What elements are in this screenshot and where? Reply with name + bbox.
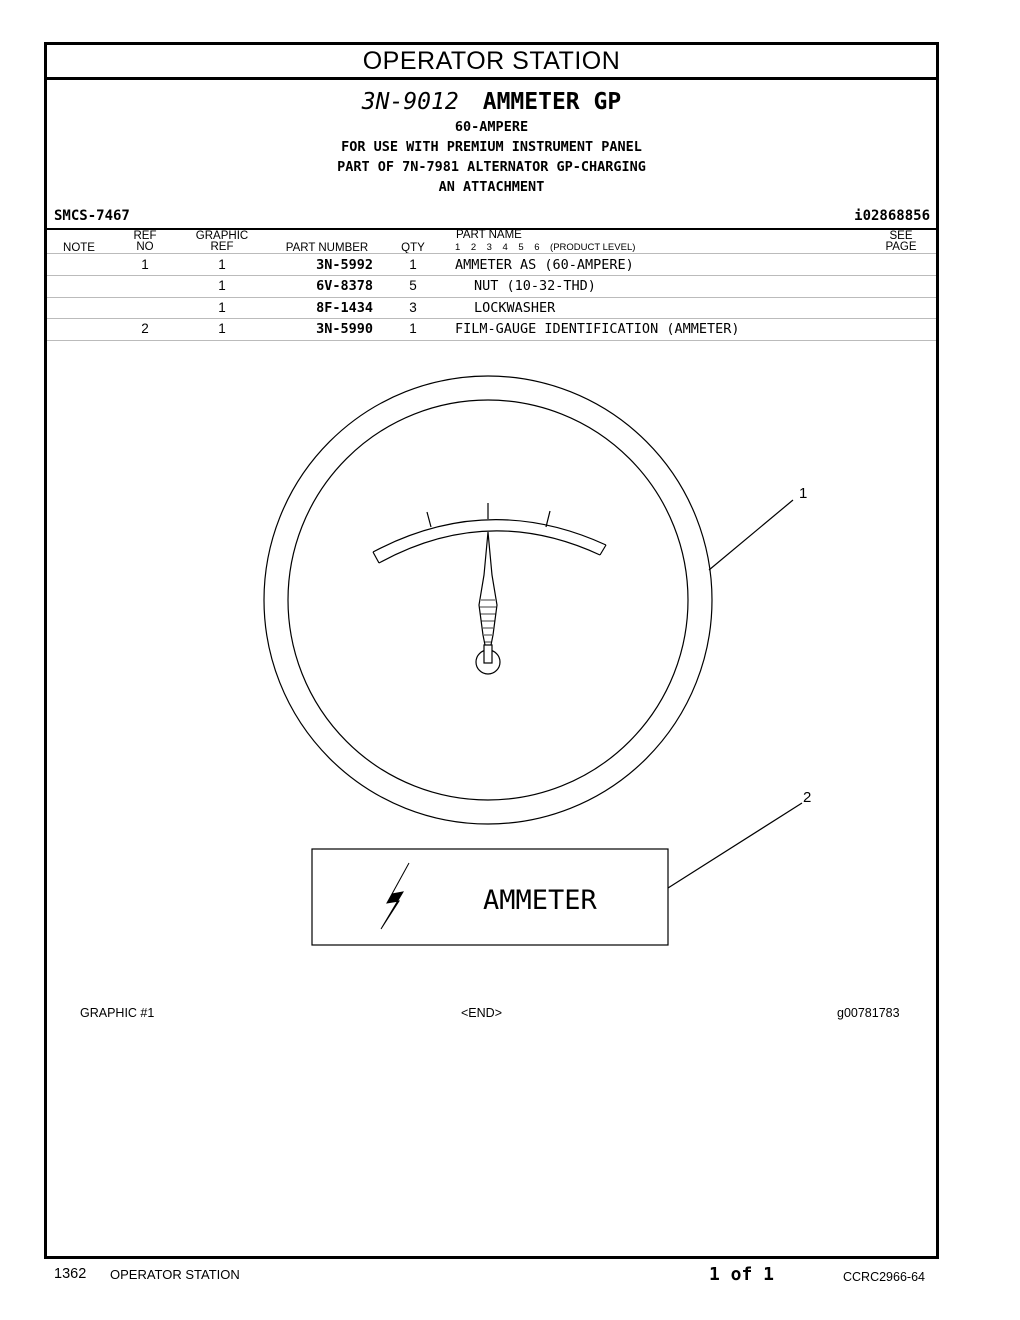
section-title: OPERATOR STATION: [47, 45, 936, 80]
page-of: 1 of 1: [709, 1264, 775, 1285]
decal-illustration: [312, 803, 802, 945]
graphic-id: g00781783: [837, 1006, 900, 1020]
group-line-3: PART OF 7N-7981 ALTERNATOR GP-CHARGING: [337, 159, 646, 175]
end-marker: <END>: [461, 1006, 502, 1020]
header-note: NOTE: [63, 242, 95, 254]
doc-code: CCRC2966-64: [843, 1270, 925, 1284]
page-frame: OPERATOR STATION 3N-9012 AMMETER GP 60-AMPERE FOR USE WITH PREMIUM INSTRUMENT PANEL PART OF 7N-7981 ALTERNATOR GP-CHARGING AN ATTACHMENT SMCS-7467 i02868856 NOTE REF NO GRAPHIC REF PART NUMBER QTY PART NAME 1 2 3 4 5 6 (PRODUCT LEVEL) SEE PAGE 1 1 3N-5992 1 AMMETER AS (60-AMPERE) 1 6V-8378 5 NUT (10-32-THD) 1 8F-1434 3 LOCKWASHER 2 1 3N-5990 1 FILM-GAUGE IDENTIFICATION (AMMETER) 1 2 AMMETER GRAPHIC #1 <END> g00781783: [44, 42, 939, 1259]
group-part-number: 3N-9012: [361, 89, 459, 115]
header-product-levels: 1 2 3 4 5 6 (PRODUCT LEVEL): [455, 242, 636, 253]
callout-2: 2: [803, 789, 812, 806]
page-number: 1362: [54, 1266, 87, 1282]
smcs-code: SMCS-7467: [54, 208, 130, 224]
header-graphic-ref: GRAPHIC REF: [195, 230, 249, 253]
callout-1: 1: [799, 485, 808, 502]
header-ref-no: REF NO: [133, 230, 157, 253]
decal-text: AMMETER: [483, 885, 597, 916]
header-part-name: PART NAME: [456, 229, 522, 241]
parts-illustration: [47, 45, 936, 1045]
header-part-number: PART NUMBER: [285, 242, 369, 254]
group-line-1: 60-AMPERE: [454, 119, 529, 135]
footer-section: OPERATOR STATION: [110, 1267, 240, 1282]
lightning-bolt-icon: [381, 863, 409, 929]
ammeter-gauge-illustration: [264, 376, 793, 824]
header-qty: QTY: [401, 242, 425, 254]
group-name: AMMETER GP: [482, 89, 622, 115]
group-line-4: AN ATTACHMENT: [438, 179, 545, 195]
info-id: i02868856: [854, 208, 930, 224]
group-line-2: FOR USE WITH PREMIUM INSTRUMENT PANEL: [341, 139, 642, 155]
graphic-label: GRAPHIC #1: [80, 1006, 155, 1020]
header-see-page: SEE PAGE: [885, 230, 917, 253]
